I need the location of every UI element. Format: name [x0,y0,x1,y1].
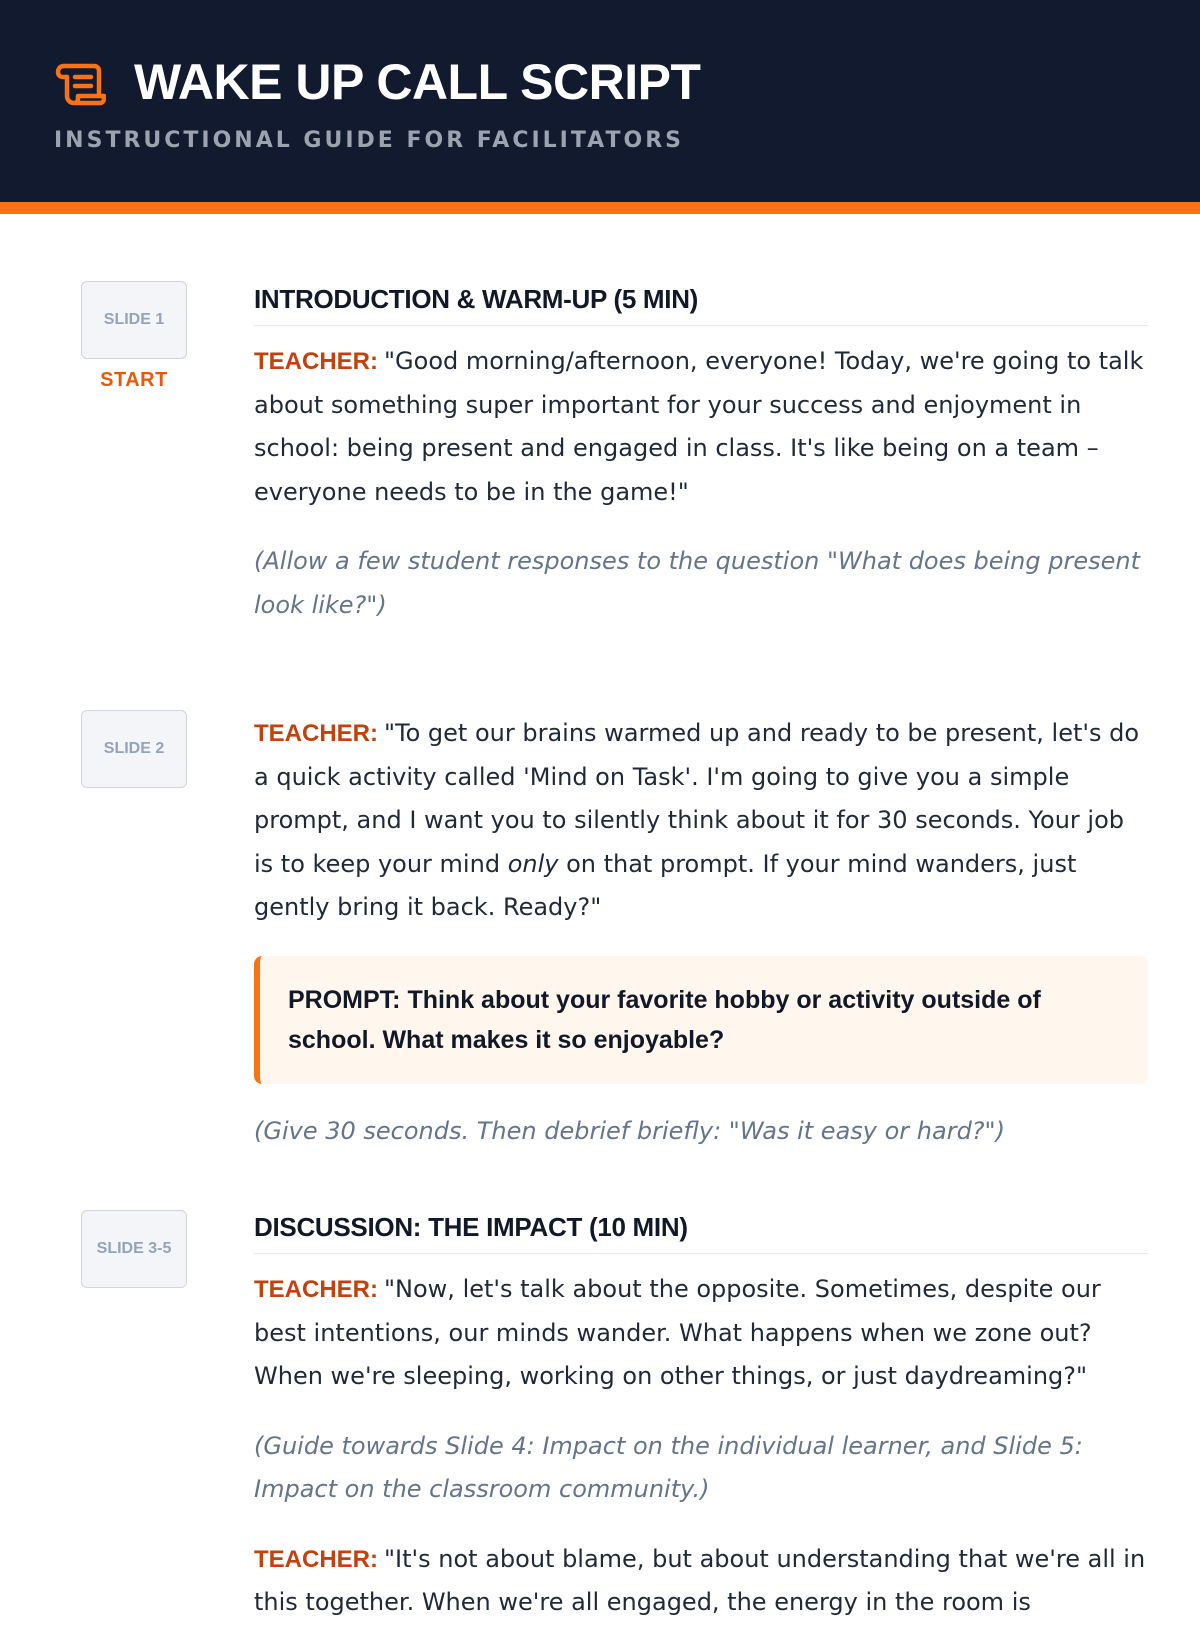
slide-marker [81,1210,187,1288]
start-tag: START [100,369,168,391]
section-body [254,1212,1148,1625]
teacher-text-continued: on that prompt. If your mind wanders, just gently bring it back. Ready?" [254,849,1077,921]
facilitator-note: (Allow a few student responses to the question "What does being present look like?") [254,547,1141,619]
section-title: DISCUSSION: THE IMPACT (10 MIN) [254,1212,1148,1254]
prompt-callout: PROMPT: Think about your favorite hobby or activity outside of school. What makes it so enjoyable? [254,956,1148,1084]
scroll-icon [54,56,106,108]
page-subtitle: INSTRUCTIONAL GUIDE FOR FACILITATORS [54,128,684,153]
facilitator-note: (Give 30 seconds. Then debrief briefly: "Was it easy or hard?") [254,1116,1005,1145]
slide-badge: SLIDE 3-5 [81,1210,187,1288]
page-title: WAKE UP CALL SCRIPT [134,54,701,110]
speaker-label: TEACHER: [254,348,378,375]
slide-marker [81,281,187,392]
section-title: INTRODUCTION & WARM-UP (5 MIN) [254,284,1148,326]
teacher-text: "Now, let's talk about the opposite. Sometimes, despite our best intentions, our minds wander. What happens when we zone out? When we're sleeping, working on other things, or just daydreaming?" [254,1275,1101,1390]
section-body [254,284,1148,627]
teacher-text: "It's not about blame, but about understanding that we're all in this together. When we're all engaged, the energy in the room is [254,1544,1146,1616]
teacher-line [254,340,1148,514]
teacher-line [254,712,1148,930]
speaker-label: TEACHER: [254,1276,378,1303]
teacher-line [254,1538,1148,1625]
emphasis-text: only [507,849,559,878]
section-body [254,712,1148,1153]
slide-badge: SLIDE 2 [81,710,187,788]
slide-badge: SLIDE 1 [81,281,187,359]
speaker-label: TEACHER: [254,720,378,747]
facilitator-note: (Guide towards Slide 4: Impact on the individual learner, and Slide 5: Impact on the classroom community.) [254,1431,1083,1503]
teacher-text: "To get our brains warmed up and ready to be present, let's do a quick activity called 'Mind on Task'. I'm going to give you a simple prompt, and I want you to silently think about it for 30 seconds. Your job is to keep your mind [254,719,1140,878]
slide-marker [81,710,187,788]
speaker-label: TEACHER: [254,1545,378,1573]
teacher-line [254,1268,1148,1399]
teacher-text: "Good morning/afternoon, everyone! Today, we're going to talk about something super important for your success and enjoyment in school: being present and engaged in class. It's like being on a team – everyone needs to be in the game!" [254,347,1144,506]
header-title-row [54,52,700,112]
page-header [0,0,1200,214]
